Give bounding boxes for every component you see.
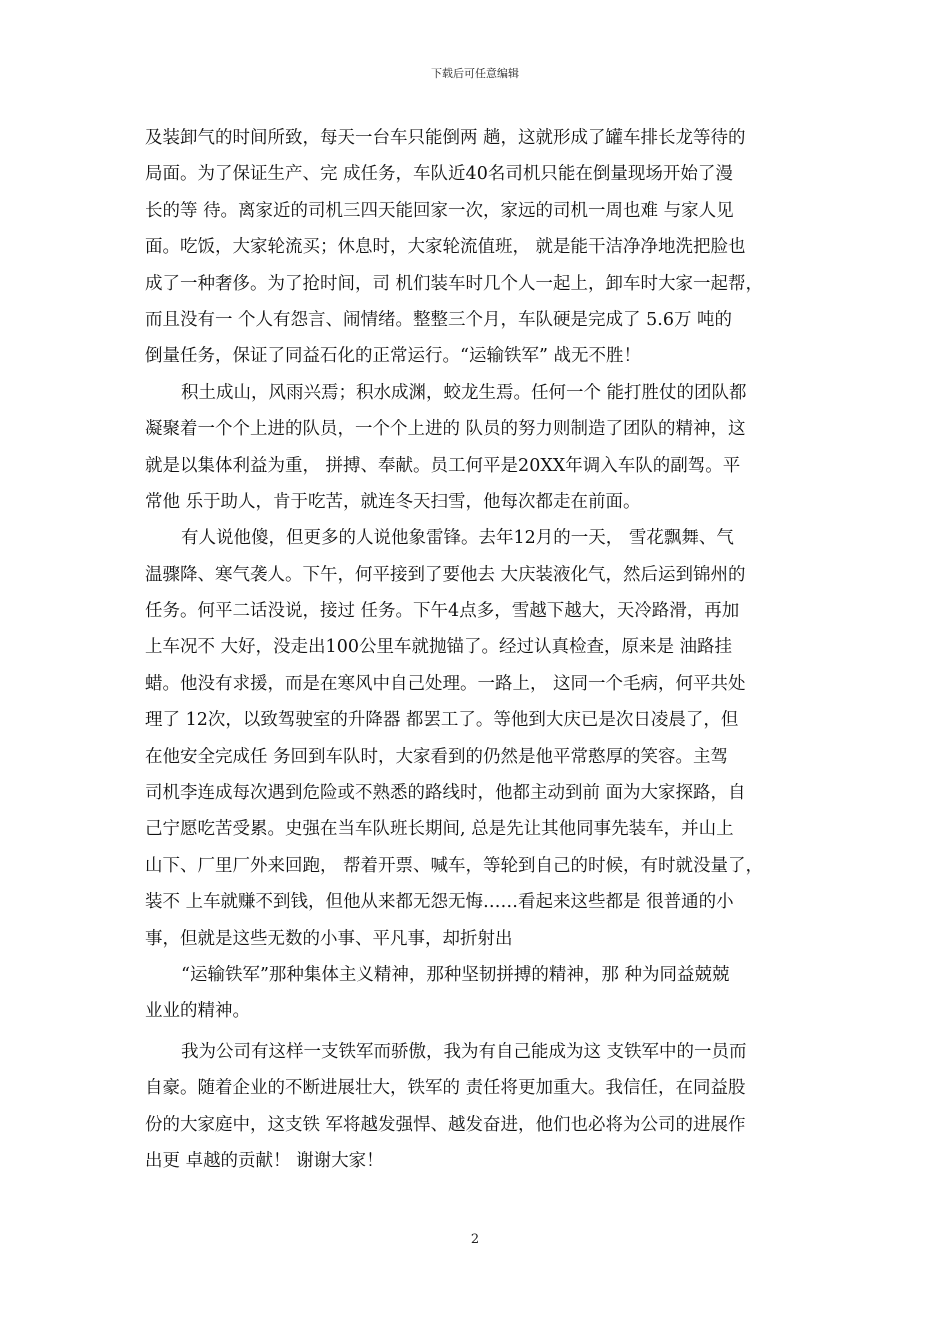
document-body [145,120,807,1179]
text-line: 上车况不 大好，没走出100公里车就抛锚了。经过认真检查，原来是 油路挂 [145,637,733,658]
text-line: 常他 乐于助人，肯于吃苦，就连冬天扫雪，他每次都走在前面。 [145,491,641,512]
text-line: 自豪。随着企业的不断进展壮大，铁军的 责任将更加重大。我信任，在同益股 [145,1078,746,1099]
text-line: 份的大家庭中，这支铁 军将越发强悍、越发奋进，他们也必将为公司的进展作 [145,1114,746,1135]
text-line: 局面。为了保证生产、完 成任务，车队近40名司机只能在倒量现场开始了漫 [145,164,733,185]
text-line: 出更 卓越的贡献！ 谢谢大家！ [145,1150,384,1171]
text-line: 面。吃饭，大家轮流买；休息时，大家轮流值班， 就是能干洁净净地洗把脸也 [145,237,746,258]
text-line: 装不 上车就赚不到钱，但他从来都无怨无悔……看起来这些都是 很普通的小 [145,892,734,913]
text-line: 有人说他傻，但更多的人说他象雷锋。去年12月的一天， 雪花飘舞、气 [181,528,734,549]
text-line: 而且没有一 个人有怨言、闹情绪。整整三个月，车队硬是完成了 5.6万 吨的 [145,309,733,330]
text-line: 在他安全完成任 务回到车队时，大家看到的仍然是他平常憨厚的笑容。主驾 [145,746,729,767]
text-line: 业业的精神。 [145,1001,250,1022]
text-line: 凝聚着一个个上进的队员，一个个上进的 队员的努力则制造了团队的精神，这 [145,419,746,440]
text-line: 积土成山，风雨兴焉；积水成渊，蛟龙生焉。任何一个 能打胜仗的团队都 [181,382,747,403]
text-line: 及装卸气的时间所致，每天一台车只能倒两 趟，这就形成了罐车排长龙等待的 [145,128,746,148]
text-line: 长的等 待。离家近的司机三四天能回家一次，家远的司机一周也难 与家人见 [145,200,734,221]
page-number: 2 [470,1232,480,1247]
text-line: 就是以集体利益为重， 拼搏、奉献。员工何平是20XX年调入车队的副驾。平 [145,455,741,476]
text-line: 任务。何平二话没说，接过 任务。下午4点多，雪越下越大，天冷路滑，再加 [145,601,740,622]
text-line: 蜡。他没有求援，而是在寒风中自己处理。一路上， 这同一个毛病，何平共处 [145,673,746,694]
text-line: 成了一种奢侈。为了抢时间，司 机们装车时几个人一起上，卸车时大家一起帮， [145,273,764,294]
text-line: 事，但就是这些无数的小事、平凡事，却折射出 [145,928,513,949]
text-line: “运输铁军”那种集体主义精神，那种坚韧拼搏的精神，那 种为同益兢兢 [181,964,730,985]
text-line: 己宁愿吃苦受累。史强在当车队班长期间, 总是先让其他同事先装车，并山上 [145,819,734,840]
text-line: 倒量任务，保证了同益石化的正常运行。“运输铁军” 战无不胜！ [145,346,641,367]
text-line: 我为公司有这样一支铁军而骄傲，我为有自己能成为这 支铁军中的一员而 [181,1041,747,1062]
text-line: 理了 12次，以致驾驶室的升降器 都罢工了。等他到大庆已是次日凌晨了，但 [145,710,739,731]
text-line: 温骤降、寒气袭人。下午，何平接到了要他去 大庆装液化气，然后运到锦州的 [145,564,746,585]
text-line: 司机李连成每次遇到危险或不熟悉的路线时，他都主动到前 面为大家探路，自 [145,783,746,804]
page-header: 下载后可任意编辑 [431,67,519,80]
text-line: 山下、厂里厂外来回跑， 帮着开票、喊车，等轮到自己的时候，有时就没量了， [145,855,764,876]
